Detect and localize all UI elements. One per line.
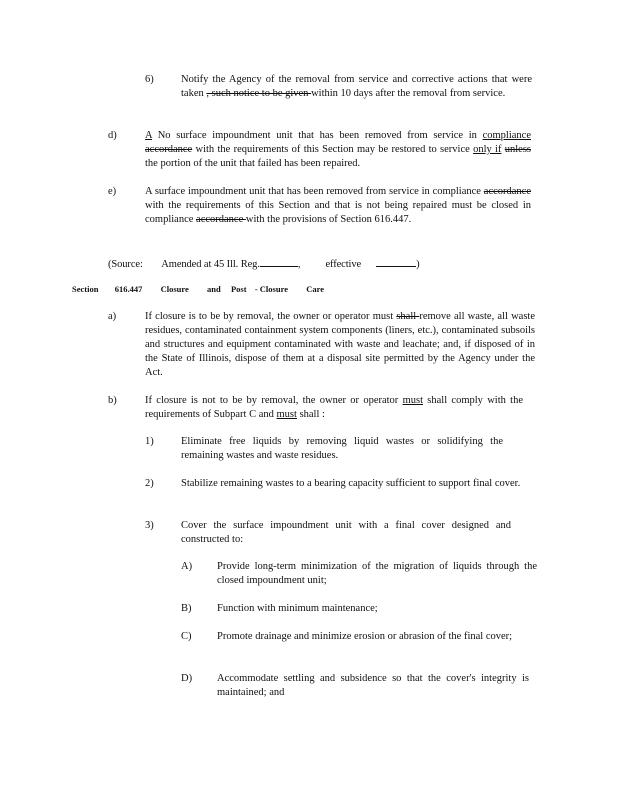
closure-b3-text: Cover the surface impoundment unit with a final cover designed and constructed to: xyxy=(181,520,511,545)
section-heading xyxy=(72,283,324,295)
inserted-text: only if xyxy=(473,144,502,155)
item-label: 3) xyxy=(145,520,154,531)
closure-A-text: Provide long-term minimization of the migration of liquids through the closed impoundment unit; xyxy=(217,561,537,586)
text-run: A surface impoundment unit that has been removed from service in compliance xyxy=(145,186,484,197)
text-run: No surface impoundment unit that has been removed from service in xyxy=(152,130,483,141)
text-run: with the requirements of this Section may be restored to service xyxy=(192,144,474,155)
closure-C-text: Promote drainage and minimize erosion or abrasion of the final cover; xyxy=(217,631,513,642)
item-label: d) xyxy=(108,130,117,141)
text-run: If closure is not to be by removal, the owner or operator xyxy=(145,395,403,406)
blank-line xyxy=(260,255,298,267)
source-amended: Amended at 45 Ill. Reg. xyxy=(161,259,260,270)
inserted-text: must xyxy=(276,409,297,420)
item-label: e) xyxy=(108,186,117,197)
item-label: a) xyxy=(108,311,117,322)
closure-b1-text: Eliminate free liquids by removing liquid wastes or solidifying the remaining wastes and waste residues. xyxy=(181,436,503,461)
section-word: Section xyxy=(72,284,99,294)
struck-text: unless xyxy=(504,144,531,155)
struck-text: , such notice to be given xyxy=(206,88,312,99)
closure-B-text: Function with minimum maintenance; xyxy=(217,603,378,614)
text-run: If closure is to be by removal, the owner or operator must xyxy=(145,311,397,322)
closure-D-text: Accommodate settling and subsidence so that the cover's integrity is maintained; and xyxy=(217,673,529,698)
text-run: remove all waste, all waste residues, contaminated containment system components (liners, etc.), contaminated subsoils and structures and equipment contaminated with waste and leachate; and, if disposed of in the State of Illinois, dispose of them at a disposal site permitted by the Agency under the Act. xyxy=(145,311,535,378)
struck-text: accordance xyxy=(483,186,531,197)
struck-text: shall xyxy=(396,311,420,322)
text-run: Notify the Agency of the removal from service and corrective actions that were taken xyxy=(181,74,532,99)
source-note xyxy=(108,255,538,272)
closure-b2-text: Stabilize remaining wastes to a bearing capacity sufficient to support final cover. xyxy=(181,478,521,489)
text-run: the portion of the unit that failed has been repaired. xyxy=(145,158,361,169)
item-label: 6) xyxy=(145,74,154,85)
source-prefix: (Source: xyxy=(108,259,143,270)
text-run: with the requirements of this Section and that is not being repaired must be closed in compliance xyxy=(145,200,531,225)
inserted-text: A xyxy=(145,130,153,141)
section-number: 616.447 xyxy=(114,284,143,294)
closure-a-text xyxy=(145,310,535,380)
item-d-text xyxy=(145,129,531,171)
text-run: with the provisions of Section 616.447. xyxy=(245,214,412,225)
item-label: 2) xyxy=(145,478,154,489)
item-label: b) xyxy=(108,395,117,406)
struck-text: accordance xyxy=(145,144,193,155)
text-run: shall : xyxy=(296,409,325,420)
inserted-text: compliance xyxy=(482,130,531,141)
section-title-part: Post xyxy=(230,284,247,294)
section-title-part: and xyxy=(207,284,221,294)
text-run: within 10 days after the removal from service. xyxy=(311,88,506,99)
item-6-text xyxy=(181,73,532,101)
item-label: B) xyxy=(181,603,192,614)
source-effective: effective xyxy=(325,259,362,270)
blank-line xyxy=(376,255,416,267)
item-e-text xyxy=(145,185,531,227)
source-comma: , xyxy=(297,259,301,270)
item-label: C) xyxy=(181,631,192,642)
section-title-part: - Closure xyxy=(254,284,288,294)
item-label: 1) xyxy=(145,436,154,447)
section-title-part: Care xyxy=(306,284,324,294)
item-label: A) xyxy=(181,561,193,572)
inserted-text: must xyxy=(402,395,424,406)
struck-text: accordance xyxy=(196,214,246,225)
text-run: shall comply with the requirements of Subpart C and xyxy=(145,395,523,420)
item-label: D) xyxy=(181,673,193,684)
source-close: ) xyxy=(416,259,420,270)
section-title-part: Closure xyxy=(160,284,189,294)
closure-b-text xyxy=(145,394,523,422)
